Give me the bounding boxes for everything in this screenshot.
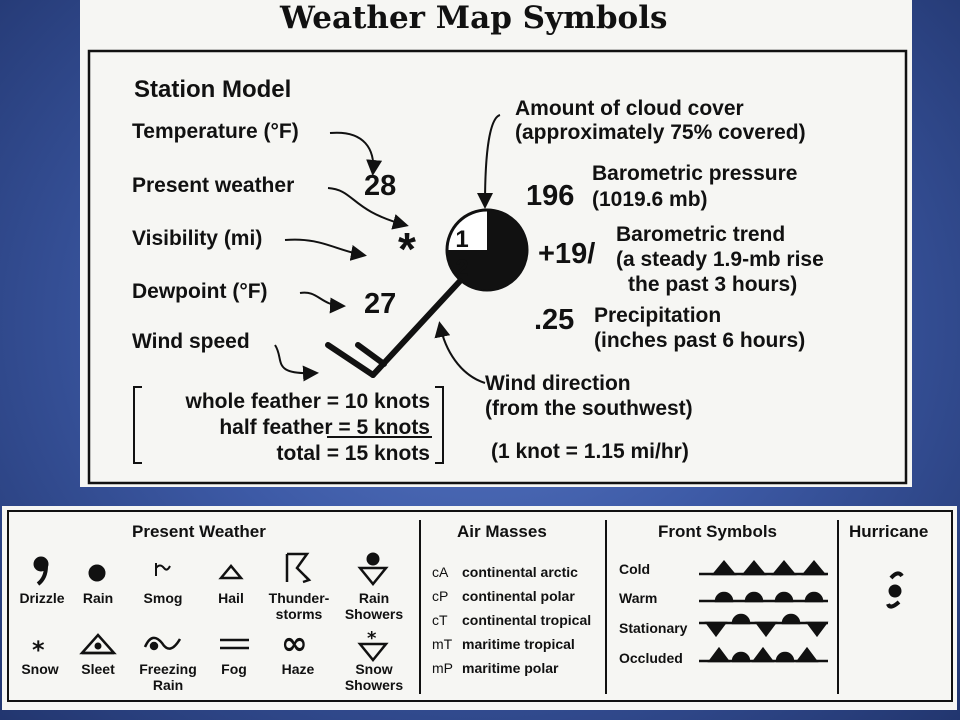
wind-legend-half: half feather = 5 knots <box>219 416 430 439</box>
rain-showers-label: Rain Showers <box>344 590 404 622</box>
fog-icon <box>220 640 249 648</box>
drizzle-icon <box>34 557 48 584</box>
rain-icon <box>89 565 105 581</box>
air-masses-heading: Air Masses <box>457 522 547 541</box>
present-weather-label: Present weather <box>132 174 295 197</box>
hurricane-icon <box>888 573 902 606</box>
precip-value: .25 <box>534 304 575 336</box>
drizzle-label: Drizzle <box>19 590 65 606</box>
trend-label: Barometric trend (a steady 1.9-mb rise the past 3 hours) <box>616 223 824 296</box>
front-label-cold: Cold <box>619 561 651 577</box>
warm-front-icon <box>699 593 828 601</box>
thunderstorms-label: Thunder- storms <box>268 590 330 622</box>
visibility-fraction <box>448 228 476 281</box>
occluded-front-icon <box>699 649 828 661</box>
station-model-heading: Station Model <box>134 76 292 103</box>
hurricane-heading: Hurricane <box>849 522 929 541</box>
visibility-label: Visibility (mi) <box>132 227 263 250</box>
dewpoint-value: 27 <box>364 288 397 320</box>
front-label-occluded: Occluded <box>619 650 683 666</box>
cold-front-icon <box>699 562 828 574</box>
rain-label: Rain <box>82 590 114 606</box>
front-symbols <box>699 562 828 661</box>
air-mass-item: cA continental arctic <box>432 564 578 580</box>
temperature-label: Temperature (°F) <box>132 120 299 143</box>
freezing-rain-icon <box>145 638 180 649</box>
hail-icon <box>221 566 241 578</box>
sleet-icon <box>82 635 114 653</box>
front-label-stationary: Stationary <box>619 620 688 636</box>
wind-direction-label: Wind direction (from the southwest) <box>485 372 693 420</box>
station-model-panel <box>80 0 912 487</box>
cloud-cover-label: Amount of cloud cover (approximately 75% covered) <box>515 97 806 144</box>
air-mass-item: cP continental polar <box>432 588 575 604</box>
smog-label: Smog <box>143 590 183 606</box>
front-label-warm: Warm <box>619 590 658 606</box>
haze-icon: ∞ <box>281 624 308 662</box>
wind-legend <box>145 389 430 467</box>
air-mass-item: cT continental tropical <box>432 612 592 628</box>
precip-label: Precipitation (inches past 6 hours) <box>594 304 806 352</box>
temperature-value: 28 <box>364 170 397 202</box>
wind-speed-label: Wind speed <box>132 330 250 353</box>
stationary-front-icon <box>699 615 828 635</box>
pressure-value: 196 <box>526 180 575 212</box>
rain-showers-icon <box>360 553 386 584</box>
dewpoint-label: Dewpoint (°F) <box>132 280 268 303</box>
thunderstorm-icon <box>287 554 309 582</box>
snow-weather-icon: * <box>398 223 416 275</box>
freezing-rain-label: Freezing Rain <box>139 661 197 693</box>
sleet-label: Sleet <box>81 661 115 677</box>
present-weather-heading: Present Weather <box>132 522 266 541</box>
snow-icon: * <box>32 636 45 664</box>
snow-showers-icon <box>360 628 386 660</box>
smog-icon <box>156 563 170 576</box>
air-mass-item: mT maritime tropical <box>432 636 575 652</box>
fog-label: Fog <box>221 661 247 677</box>
knot-note: (1 knot = 1.15 mi/hr) <box>491 440 689 463</box>
page-title: Weather Map Symbols <box>280 0 668 36</box>
pressure-detail: (1019.6 mb) <box>592 188 708 211</box>
trend-value: +19/ <box>538 238 596 270</box>
visibility-numerator: 1 <box>455 226 469 253</box>
wind-legend-whole: whole feather = 10 knots <box>185 390 430 413</box>
front-symbols-heading: Front Symbols <box>658 522 778 541</box>
snow-label: Snow <box>21 661 59 677</box>
snow-showers-label: Snow Showers <box>344 661 404 693</box>
air-mass-list <box>432 560 591 680</box>
hail-label: Hail <box>218 590 244 606</box>
haze-label: Haze <box>281 661 315 677</box>
svg-text:*: * <box>367 628 377 649</box>
symbols-panel <box>2 506 957 710</box>
visibility-denominator: 2 <box>455 255 469 282</box>
air-mass-item: mP maritime polar <box>432 660 559 676</box>
wind-legend-total: total = 15 knots <box>276 442 430 465</box>
pressure-label: Barometric pressure <box>592 162 798 185</box>
